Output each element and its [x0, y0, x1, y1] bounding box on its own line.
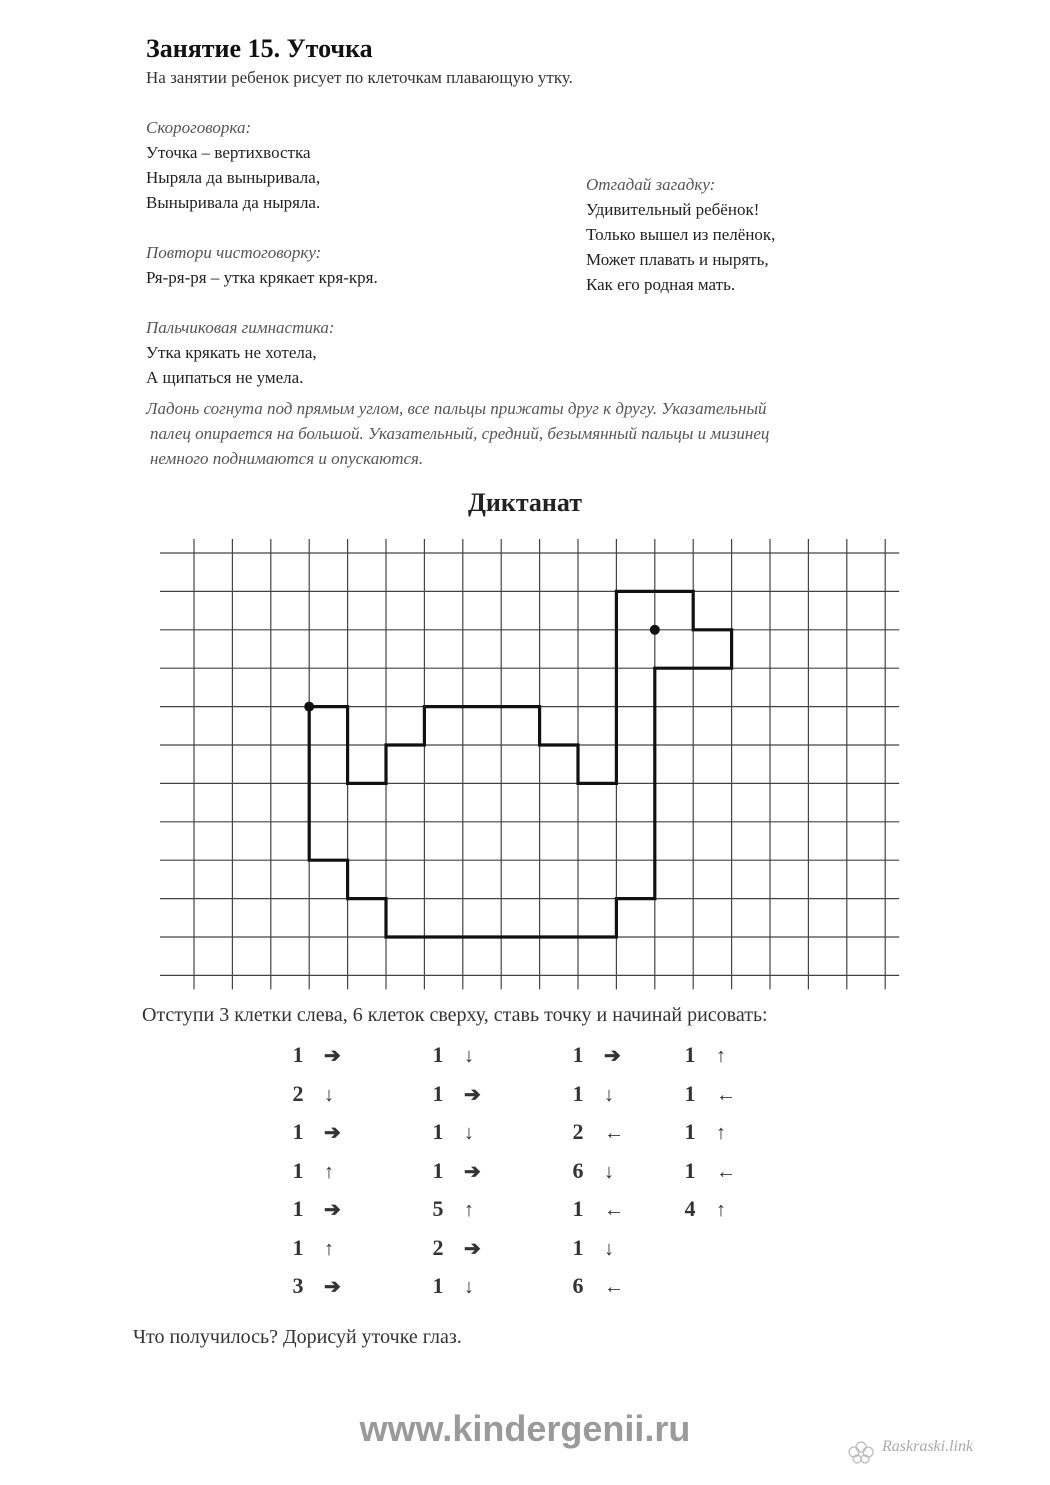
arrow-down-icon: ↓	[604, 1083, 614, 1106]
arrow-right-icon: ➔	[324, 1199, 341, 1221]
step-count: 1	[572, 1196, 584, 1221]
arrow-left-icon: ←	[716, 1083, 736, 1106]
step-count: 1	[572, 1234, 584, 1260]
step-count: 1	[432, 1157, 444, 1183]
arrow-left-icon: ←	[604, 1122, 624, 1144]
arrow-down-icon: ↓	[604, 1160, 614, 1183]
dictation-heading: Диктанат	[467, 488, 583, 517]
step-count: 1	[684, 1119, 696, 1144]
dictation-step	[678, 1119, 768, 1155]
dictation-step	[566, 1081, 656, 1117]
arrow-down-icon: ↓	[464, 1122, 474, 1144]
riddle-label: Отгадай загадку:	[586, 175, 716, 194]
arrow-left-icon: ←	[604, 1199, 624, 1221]
pure-phrase-label: Повтори чистоговорку:	[146, 243, 322, 262]
step-count: 5	[432, 1196, 444, 1221]
arrow-right-icon: ➔	[324, 1122, 341, 1144]
arrow-right-icon: ➔	[464, 1237, 481, 1260]
flower-icon	[846, 1440, 876, 1464]
step-count: 1	[684, 1080, 696, 1106]
riddle-line: Только вышел из пелёнок,	[586, 225, 776, 244]
step-count: 1	[684, 1157, 696, 1183]
step-count: 6	[572, 1273, 584, 1298]
finger-gym-line: Утка крякать не хотела,	[146, 343, 317, 362]
arrow-left-icon: ←	[604, 1276, 624, 1298]
arrow-left-icon: ←	[716, 1160, 736, 1183]
arrow-right-icon: ➔	[324, 1276, 341, 1298]
step-count: 1	[432, 1080, 444, 1106]
arrow-down-icon: ↓	[604, 1237, 614, 1260]
step-count: 3	[292, 1273, 304, 1298]
step-count: 1	[292, 1119, 304, 1144]
dictation-step	[426, 1273, 516, 1309]
tongue-twister-line: Уточка – вертихвостка	[146, 143, 311, 162]
dictation-step	[286, 1273, 376, 1309]
arrow-up-icon: ↑	[324, 1160, 334, 1183]
arrow-up-icon: ↑	[716, 1122, 726, 1144]
step-count: 1	[572, 1042, 584, 1067]
question-text: Что получилось? Дорисуй уточке глаз.	[133, 1326, 462, 1348]
arrow-up-icon: ↑	[324, 1237, 334, 1260]
dictation-intro: Отступи 3 клетки слева, 6 клеток сверху, ставь точку и начинай рисовать:	[142, 1004, 768, 1026]
tongue-twister-label: Скороговорка:	[146, 118, 252, 137]
step-count: 1	[432, 1042, 444, 1067]
dictation-step	[426, 1042, 516, 1078]
dictation-step	[566, 1158, 656, 1194]
arrow-down-icon: ↓	[324, 1083, 334, 1106]
dictation-step	[678, 1158, 768, 1194]
dictation-step	[566, 1273, 656, 1309]
dictation-step	[566, 1235, 656, 1271]
dictation-step	[286, 1119, 376, 1155]
lesson-title: Занятие 15. Уточка	[146, 34, 373, 63]
arrow-up-icon: ↑	[716, 1045, 726, 1067]
step-count: 1	[432, 1273, 444, 1298]
dictation-step	[286, 1158, 376, 1194]
arrow-right-icon: ➔	[464, 1160, 481, 1183]
instruction-line: Ладонь согнута под прямым углом, все пальцы прижаты друг к другу. Указательный	[146, 399, 767, 418]
tongue-twister-line: Ныряла да выныривала,	[146, 168, 321, 187]
step-count: 1	[292, 1234, 304, 1260]
arrow-right-icon: ➔	[604, 1045, 621, 1067]
step-count: 1	[432, 1119, 444, 1144]
dictation-step	[426, 1119, 516, 1155]
arrow-down-icon: ↓	[464, 1045, 474, 1067]
step-count: 2	[572, 1119, 584, 1144]
instruction-line: немного поднимаются и опускаются.	[150, 449, 424, 468]
finger-gym-line: А щипаться не умела.	[146, 368, 304, 387]
duck-outline	[309, 591, 731, 937]
dictation-step	[286, 1196, 376, 1232]
start-dot	[304, 702, 314, 712]
dictation-step	[286, 1042, 376, 1078]
dictation-step	[678, 1081, 768, 1117]
dictation-step	[426, 1235, 516, 1271]
dictation-step	[426, 1081, 516, 1117]
dictation-step	[566, 1196, 656, 1232]
step-count: 1	[292, 1042, 304, 1067]
dictation-step	[566, 1042, 656, 1078]
website-url: www.kindergenii.ru	[359, 1408, 691, 1449]
step-count: 4	[684, 1196, 696, 1221]
arrow-down-icon: ↓	[464, 1276, 474, 1298]
step-count: 1	[684, 1042, 696, 1067]
arrow-right-icon: ➔	[324, 1045, 341, 1067]
riddle-line: Как его родная мать.	[586, 275, 736, 294]
step-count: 1	[292, 1196, 304, 1221]
lesson-subtitle: На занятии ребенок рисует по клеточкам плавающую утку.	[146, 68, 573, 87]
dictation-step	[566, 1119, 656, 1155]
grid-lines	[160, 539, 899, 989]
arrow-up-icon: ↑	[464, 1199, 474, 1221]
dictation-step	[678, 1042, 768, 1078]
finger-gym-label: Пальчиковая гимнастика:	[146, 318, 335, 337]
arrow-up-icon: ↑	[716, 1199, 726, 1221]
riddle-line: Удивительный ребёнок!	[586, 200, 760, 219]
step-count: 1	[292, 1157, 304, 1183]
dictation-step	[426, 1196, 516, 1232]
duck-eye-dot	[650, 625, 660, 635]
step-count: 2	[292, 1080, 304, 1106]
dictation-step	[286, 1235, 376, 1271]
step-count: 2	[432, 1234, 444, 1260]
instruction-line: палец опирается на большой. Указательный, средний, безымянный пальцы и мизинец	[150, 424, 770, 443]
pure-phrase-line: Ря-ря-ря – утка крякает кря-кря.	[146, 268, 378, 287]
dictation-step	[426, 1158, 516, 1194]
dictation-step	[286, 1081, 376, 1117]
watermark-text: Raskraski.link	[882, 1438, 974, 1455]
riddle-line: Может плавать и нырять,	[586, 250, 769, 269]
arrow-right-icon: ➔	[464, 1083, 481, 1106]
tongue-twister-line: Выныривала да ныряла.	[146, 193, 321, 212]
step-count: 1	[572, 1080, 584, 1106]
dictation-step	[678, 1196, 768, 1232]
step-count: 6	[572, 1157, 584, 1183]
